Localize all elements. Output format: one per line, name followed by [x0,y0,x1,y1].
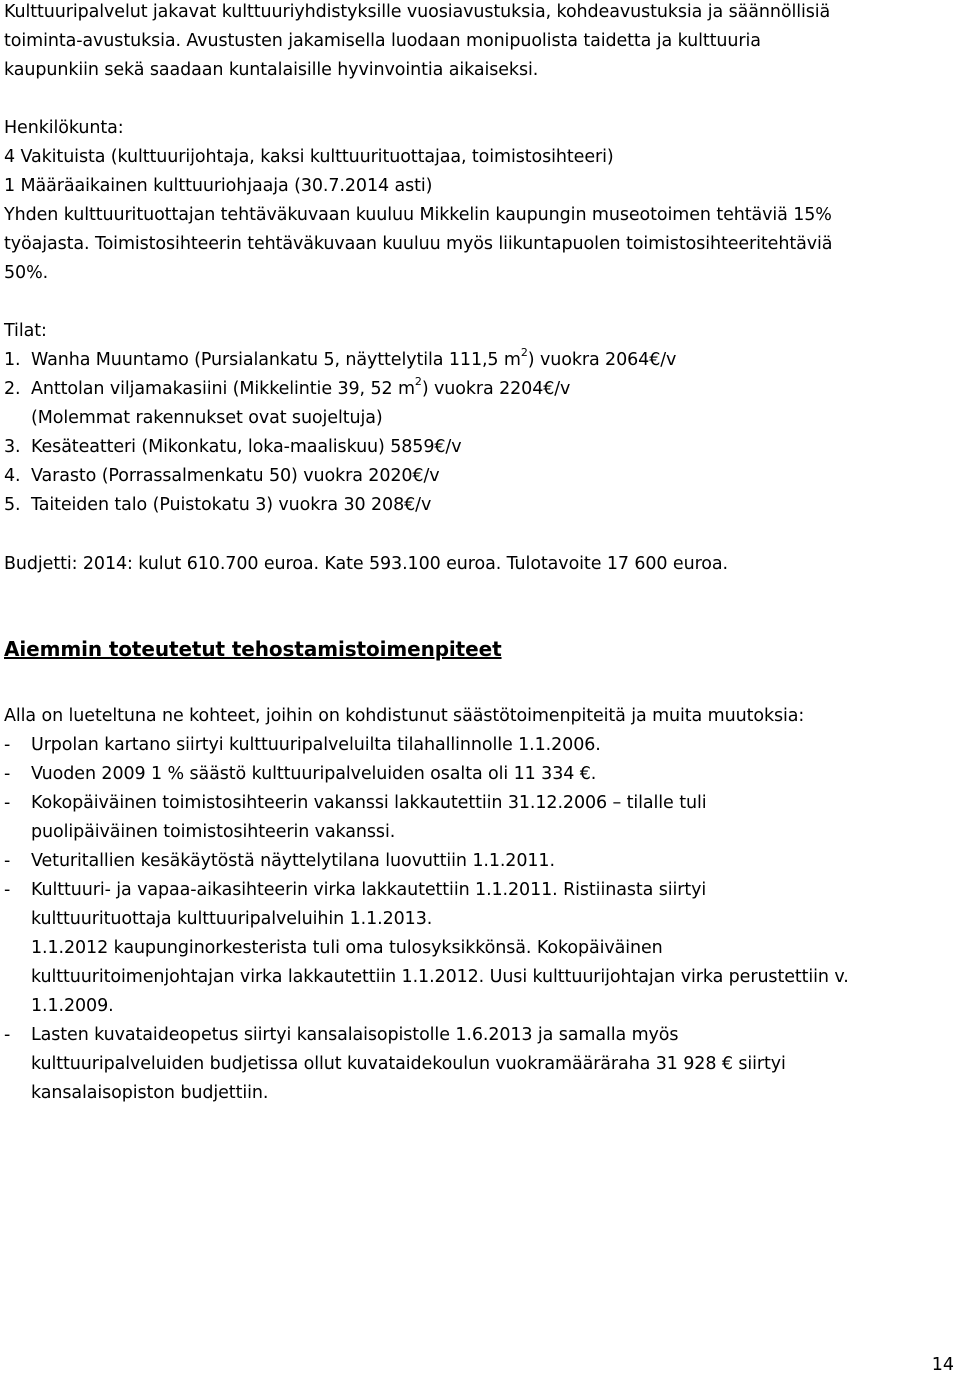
premises-item-number: 1. [4,350,21,370]
list-item-text: puolipäiväinen toimistosihteerin vakanssi. [31,822,396,842]
premises-item-text [31,346,677,370]
premises-item-number: 3. [4,437,21,457]
intro-line: kaupunkiin sekä saadaan kuntalaisille hyvinvointia aikaiseksi. [4,60,539,80]
list-dash: - [4,851,11,871]
list-item-text: kansalaisopiston budjettiin. [31,1083,269,1103]
list-item-text: Veturitallien kesäkäytöstä näyttelytilana luovuttiin 1.1.2011. [31,851,555,871]
list-item-text: Kulttuuri- ja vapaa-aikasihteerin virka lakkautettiin 1.1.2011. Ristiinasta siirtyi [31,880,707,900]
premises-item-text-after: ) vuokra 2204€/v [421,379,571,399]
budget-text: Budjetti: 2014: kulut 610.700 euroa. Kate 593.100 euroa. Tulotavoite 17 600 euroa. [4,554,728,574]
list-item-text: 1.1.2009. [31,996,114,1016]
premises-item [4,495,432,515]
staff-line: työajasta. Toimistosihteerin tehtäväkuvaan kuuluu myös liikuntapuolen toimistosihteeritehtäviä [4,234,833,254]
premises-item-text [31,375,571,399]
list-dash: - [4,764,11,784]
list-item-text: 1.1.2012 kaupunginorkesterista tuli oma tulosyksikkönsä. Kokopäiväinen [31,938,663,958]
intro-line: toiminta-avustuksia. Avustusten jakamisella luodaan monipuolista taidetta ja kulttuuria [4,31,761,51]
section-heading: Aiemmin toteutetut tehostamistoimenpiteet [4,637,502,661]
premises-item-text: Kesäteatteri (Mikonkatu, loka-maaliskuu) 5859€/v [31,437,462,457]
list-item-text: Urpolan kartano siirtyi kulttuuripalveluilta tilahallinnolle 1.1.2006. [31,735,601,755]
premises-item-text-before: Anttolan viljamakasiini (Mikkelintie 39, 52 m [31,379,415,399]
list-dash: - [4,1025,11,1045]
superscript: 2 [520,346,528,359]
premises-item-text-after: ) vuokra 2064€/v [527,350,677,370]
list-dash: - [4,793,11,813]
list-item-text: Vuoden 2009 1 % säästö kulttuuripalveluiden osalta oli 11 334 €. [31,764,597,784]
list-dash: - [4,735,11,755]
premises-item-text: (Molemmat rakennukset ovat suojeltuja) [31,408,383,428]
premises-item-number: 2. [4,379,21,399]
premises-label: Tilat: [4,321,47,341]
staff-line: 50%. [4,263,49,283]
list-item-text: kulttuuritoimenjohtajan virka lakkautettiin 1.1.2012. Uusi kulttuurijohtajan virka perustettiin v. [31,967,849,987]
premises-item-number: 4. [4,466,21,486]
superscript: 2 [414,375,422,388]
staff-line: 1 Määräaikainen kulttuuriohjaaja (30.7.2014 asti) [4,176,433,196]
list-dash: - [4,880,11,900]
staff-label: Henkilökunta: [4,118,124,138]
premises-item-text: Varasto (Porrassalmenkatu 50) vuokra 2020€/v [31,466,440,486]
staff-line: Yhden kulttuurituottajan tehtäväkuvaan kuuluu Mikkelin kaupungin museotoimen tehtäviä 15% [4,205,832,225]
premises-item-text: Taiteiden talo (Puistokatu 3) vuokra 30 208€/v [31,495,432,515]
intro-line: Kulttuuripalvelut jakavat kulttuuriyhdistyksille vuosiavustuksia, kohdeavustuksia ja säännöllisiä [4,2,831,22]
list-item-text: kulttuuripalveluiden budjetissa ollut kuvataidekoulun vuokramääräraha 31 928 € siirtyi [31,1054,786,1074]
premises-item [4,437,462,457]
list-item-text: Lasten kuvataideopetus siirtyi kansalaisopistolle 1.6.2013 ja samalla myös [31,1025,679,1045]
staff-line: 4 Vakituista (kulttuurijohtaja, kaksi kulttuurituottajaa, toimistosihteeri) [4,147,614,167]
page-number: 14 [931,1355,954,1375]
premises-item-text-before: Wanha Muuntamo (Pursialankatu 5, näyttelytila 111,5 m [31,350,521,370]
premises-item [4,466,440,486]
list-item-text: Kokopäiväinen toimistosihteerin vakanssi lakkautettiin 31.12.2006 – tilalle tuli [31,793,707,813]
list-item-text: kulttuurituottaja kulttuuripalveluihin 1.1.2013. [31,909,433,929]
section-intro: Alla on lueteltuna ne kohteet, joihin on kohdistunut säästötoimenpiteitä ja muita muutoksia: [4,706,805,726]
premises-item-number: 5. [4,495,21,515]
premises-item [4,346,677,370]
premises-item [4,375,571,399]
